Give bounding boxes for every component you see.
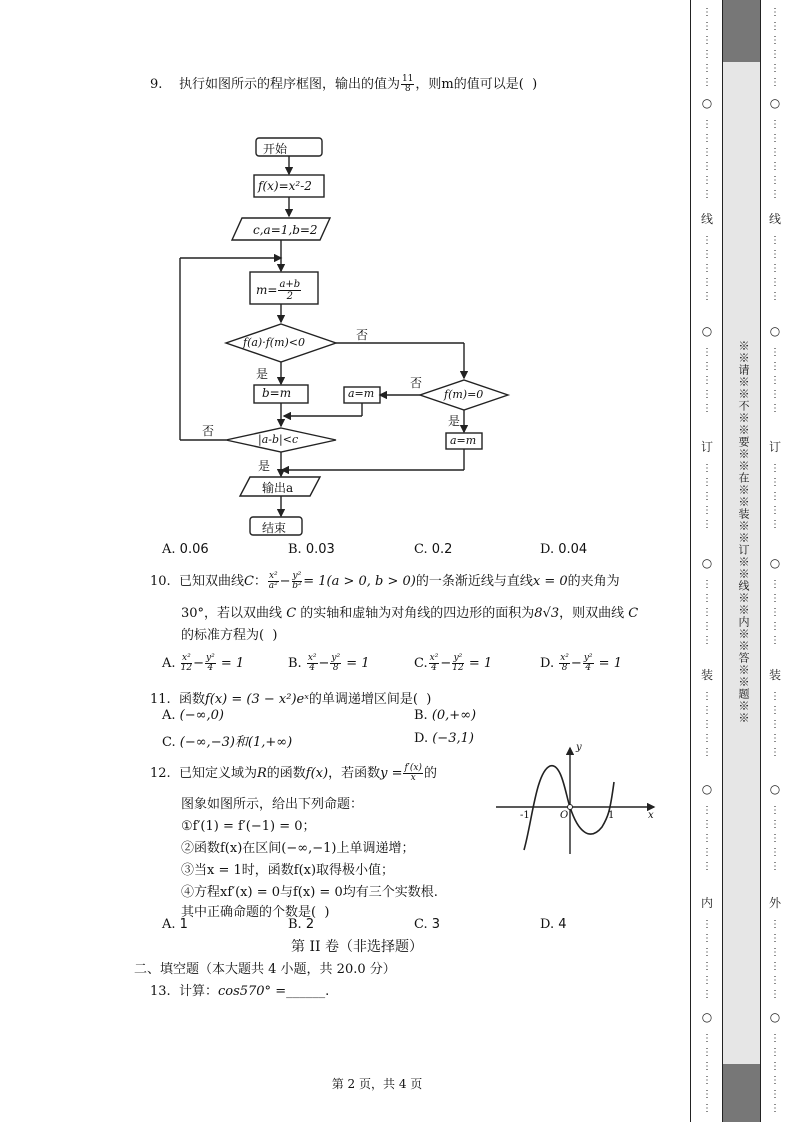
flow-a-eq-m1-label: a=m (348, 387, 375, 400)
flow-no1-label: 否 (356, 328, 369, 342)
q9-option-c[interactable]: C. 0.2 (414, 542, 453, 557)
flow-cond2-label: f(m)=0 (444, 388, 484, 401)
q9-stem: 9. 执行如图所示的程序框图，输出的值为 $\frac{11}{8}$ ，则m的值可以是( ) (150, 74, 538, 94)
flow-no2-label: 否 (410, 376, 423, 390)
q10-option-a[interactable]: A. $\frac{\text{x²}}{12}$ − $\frac{\text{y²}}{4}$ = 1 (162, 653, 245, 673)
flow-yes1-label: 是 (256, 367, 269, 381)
q12-prop2: ②函数f(x)在区间(−∞,−1)上单调递增； (181, 841, 415, 856)
q10-option-b[interactable]: B. $\frac{\text{x²}}{4}$ − $\frac{\text{y²}}{8}$ = 1 (288, 653, 370, 673)
q10-stem-line1: 10. 已知双曲线C： $\frac{\text{x²}}{\text{a²}}$ − $\frac{\text{y²}}{\text{b²}}$ = 1(a > 0, b > 0)的一条渐近线与直线x = 0的夹角为 (150, 571, 620, 591)
flow-a-eq-m2-label: a=m (450, 434, 477, 447)
q12-option-d[interactable]: D. 4 (540, 917, 567, 932)
part2-heading: 第 II 卷（非选择题） (291, 939, 423, 955)
q12-option-a[interactable]: A. 1 (162, 917, 188, 932)
flow-m-label: m= $\frac{a+b}{2}$ (256, 279, 301, 302)
inner-dotted-column: ⋮ ⋮ ⋮ ⋮ ⋮ ⋮ ○ ⋮ ⋮ ⋮ ⋮ ⋮ ⋮ 线 ⋮ ⋮ ⋮ ⋮ ⋮ ○ ⋮ ⋮ ⋮ ⋮ ⋮ 订 ⋮ ⋮ ⋮ ⋮ ⋮ ○ ⋮ ⋮ ⋮ ⋮ ⋮ 装 ⋮ ⋮ ⋮ ⋮ ⋮ ○ ⋮ ⋮ ⋮ ⋮ ⋮ 内 ⋮ ⋮ ⋮ ⋮ ⋮ ⋮ ○ ⋮ ⋮ ⋮ ⋮ ⋮ ⋮ (700, 7, 713, 1114)
q12-prop4: ④方程xf′(x) = 0与f(x) = 0均有三个实数根. (181, 885, 438, 900)
binding-line-mid2 (760, 0, 761, 1122)
q11-stem: 11. 函数f(x) = (3 − x²)eˣ的单调递增区间是( ) (150, 692, 432, 707)
flow-cond3-label: |a-b|<c (258, 433, 299, 446)
graph-neg1-label: -1 (520, 810, 530, 821)
flow-b-eq-m-label: b=m (262, 386, 292, 400)
q10-stem-line2: 30°，若以双曲线 C 的实轴和虚轴为对角线的四边形的面积为8√3，则双曲线 C (181, 606, 639, 621)
flow-end-label: 结束 (262, 521, 287, 535)
flow-fx-label: f(x)=x²-2 (258, 179, 312, 193)
q13-stem: 13. 计算：cos570° =______. (150, 984, 330, 999)
q9-option-d[interactable]: D. 0.04 (540, 542, 588, 557)
q12-option-c[interactable]: C. 3 (414, 917, 441, 932)
graph-x-label: x (648, 810, 654, 821)
q9-option-a[interactable]: A. 0.06 (162, 542, 209, 557)
flow-yes2-label: 是 (448, 414, 461, 428)
binding-top-block (722, 0, 760, 62)
flow-no3-label: 否 (202, 424, 215, 438)
q9-option-b[interactable]: B. 0.03 (288, 542, 335, 557)
graph-hole (568, 805, 573, 810)
q10-option-c[interactable]: C. $\frac{\text{x²}}{4}$ − $\frac{\text{y²}}{12}$ = 1 (414, 653, 493, 673)
page-footer: 第 2 页，共 4 页 (331, 1077, 423, 1091)
graph-y-label: y (576, 742, 582, 753)
section2-heading: 二、填空题（本大题共 4 小题，共 20.0 分） (134, 962, 396, 977)
q12-prop1: ①f′(1) = f′(−1) = 0； (181, 819, 316, 834)
q11-option-d[interactable]: D. (−3,1) (414, 731, 474, 746)
q12-stem: 12. 已知定义域为R的函数f(x)，若函数y = $\frac{f'(x)}{x}$ 的 (150, 763, 437, 783)
flow-output-label: 输出a (262, 481, 294, 495)
flow-yes3-label: 是 (258, 459, 271, 473)
q9-fraction: $\frac{11}{8}$ (401, 74, 414, 94)
graph-one-label: 1 (608, 810, 615, 821)
binding-line-left (690, 0, 691, 1122)
q9-flowchart (170, 128, 530, 543)
q10-stem-line3: 的标准方程为( ) (181, 628, 278, 643)
binding-line-mid1 (722, 0, 723, 1122)
outer-dotted-column: ⋮ ⋮ ⋮ ⋮ ⋮ ⋮ ○ ⋮ ⋮ ⋮ ⋮ ⋮ ⋮ 线 ⋮ ⋮ ⋮ ⋮ ⋮ ○ ⋮ ⋮ ⋮ ⋮ ⋮ 订 ⋮ ⋮ ⋮ ⋮ ⋮ ○ ⋮ ⋮ ⋮ ⋮ ⋮ 装 ⋮ ⋮ ⋮ ⋮ ⋮ ○ ⋮ ⋮ ⋮ ⋮ ⋮ 外 ⋮ ⋮ ⋮ ⋮ ⋮ ⋮ ○ ⋮ ⋮ ⋮ ⋮ ⋮ ⋮ (768, 7, 781, 1114)
q12-prop5: 其中正确命题的个数是( ) (181, 905, 330, 920)
flow-start-label: 开始 (263, 142, 288, 156)
flow-cond1-label: f(a)·f(m)<0 (243, 336, 306, 349)
q12-prop3: ③当x = 1时，函数f(x)取得极小值； (181, 863, 395, 878)
flow-init-label: c,a=1,b=2 (253, 223, 318, 237)
q12-option-b[interactable]: B. 2 (288, 917, 315, 932)
graph-origin-label: O (560, 810, 569, 821)
q12-graph (494, 742, 662, 857)
q11-option-b[interactable]: B. (0,+∞) (414, 708, 477, 723)
binding-warning-text: ※※请※※不※※要※※在※※装※※订※※线※※内※※答※※题※※ (737, 340, 750, 724)
binding-bottom-block (722, 1064, 760, 1122)
q11-option-c[interactable]: C. (−∞,−3)和(1,+∞) (162, 735, 293, 750)
q12-line2: 图象如图所示，给出下列命题： (181, 797, 364, 812)
q11-option-a[interactable]: A. (−∞,0) (162, 708, 224, 723)
q10-option-d[interactable]: D. $\frac{\text{x²}}{8}$ − $\frac{\text{y²}}{4}$ = 1 (540, 653, 622, 673)
